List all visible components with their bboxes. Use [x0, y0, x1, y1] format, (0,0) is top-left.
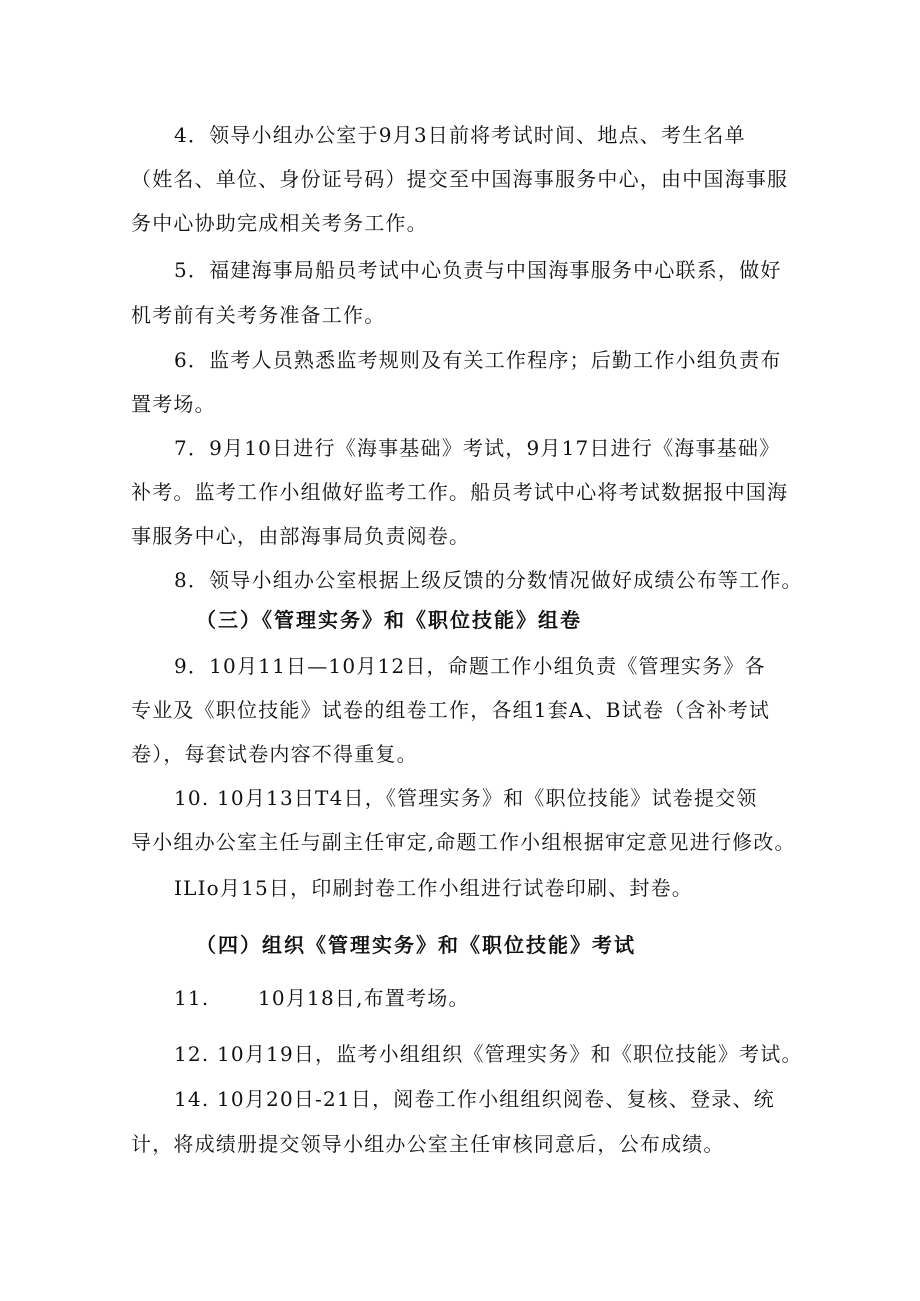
paragraph-9-line-1: 9．10月11日—10月12日，命题工作小组负责《管理实务》各	[174, 654, 766, 678]
paragraph-7-line-3: 事服务中心，由部海事局负责阅卷。	[131, 524, 471, 548]
paragraph-7-line-1: 7．9月10日进行《海事基础》考试，9月17日进行《海事基础》	[174, 436, 781, 460]
paragraph-7-line-2: 补考。监考工作小组做好监考工作。船员考试中心将考试数据报中国海	[131, 480, 789, 504]
paragraph-10-line-2: 导小组办公室主任与副主任审定,命题工作小组根据审定意见进行修改。	[131, 830, 796, 854]
paragraph-5-line-2: 机考前有关考务准备工作。	[131, 303, 386, 327]
paragraph-8-line-1: 8．领导小组办公室根据上级反馈的分数情况做好成绩公布等工作。	[174, 568, 803, 592]
item-11-number: 11.	[174, 986, 210, 1010]
paragraph-9-line-3: 卷），每套试卷内容不得重复。	[131, 742, 418, 766]
paragraph-4-line-2: （姓名、单位、身份证号码）提交至中国海事服务中心，由中国海事服	[131, 167, 789, 191]
section-heading-4: （四）组织《管理实务》和《职位技能》考试	[196, 933, 636, 957]
paragraph-10-line-1: 10. 10月13日T4日，《管理实务》和《职位技能》试卷提交领	[174, 786, 758, 810]
section-heading-3: （三）《管理实务》和《职位技能》组卷	[196, 608, 582, 632]
paragraph-4-line-3: 务中心协助完成相关考务工作。	[131, 211, 428, 235]
paragraph-12-line-1: 12. 10月19日，监考小组组织《管理实务》和《职位技能》考试。	[174, 1042, 803, 1066]
item-11-text: 10月18日,布置考场。	[258, 986, 470, 1010]
paragraph-9-line-2: 专业及《职位技能》试卷的组卷工作，各组1套A、B试卷（含补考试	[131, 698, 771, 722]
paragraph-14-line-1: 14. 10月20日-21日，阅卷工作小组组织阅卷、复核、登录、统	[174, 1087, 775, 1111]
paragraph-5-line-1: 5．福建海事局船员考试中心负责与中国海事服务中心联系，做好	[174, 258, 782, 282]
paragraph-6-line-2: 置考场。	[131, 392, 216, 416]
paragraph-14-line-2: 计，将成绩册提交领导小组办公室主任审核同意后，公布成绩。	[131, 1132, 725, 1156]
paragraph-4-line-1: 4．领导小组办公室于9月3日前将考试时间、地点、考生名单	[174, 123, 746, 147]
paragraph-6-line-1: 6．监考人员熟悉监考规则及有关工作程序；后勤工作小组负责布	[174, 348, 782, 372]
paragraph-10b-line-1: ILIo月15日，印刷封卷工作小组进行试卷印刷、封卷。	[174, 876, 693, 900]
